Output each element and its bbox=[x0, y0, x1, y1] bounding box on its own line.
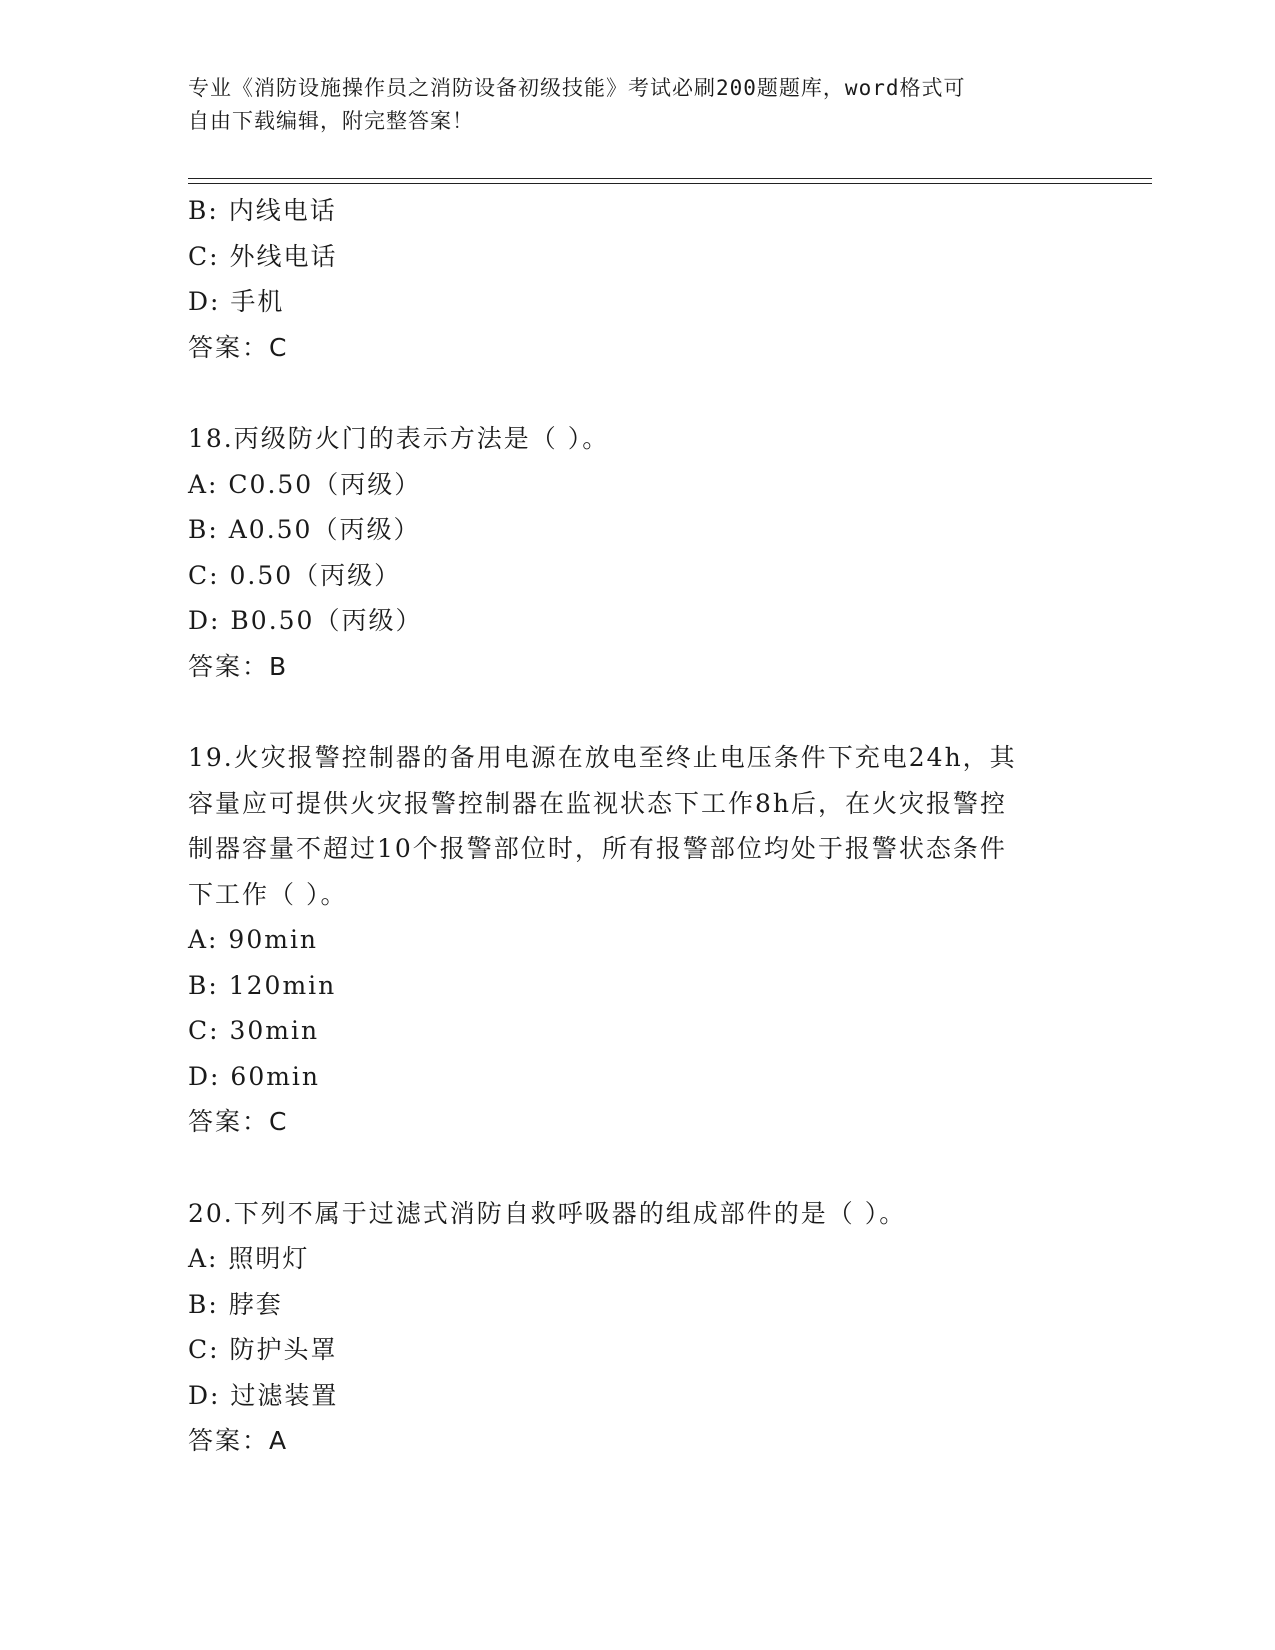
header-rule-top bbox=[188, 178, 1152, 179]
option-d: D: 过滤装置 bbox=[188, 1380, 339, 1410]
question-20 bbox=[188, 1191, 1088, 1464]
question-stem-line-1: 19.火灾报警控制器的备用电源在放电至终止电压条件下充电24h，其 bbox=[188, 743, 1017, 772]
question-content bbox=[188, 188, 1088, 1464]
option-b: B: 内线电话 bbox=[188, 196, 337, 225]
option-b: B: 120min bbox=[188, 970, 337, 1000]
answer-line: 答案：B bbox=[188, 651, 289, 681]
option-c: C: 0.50（丙级） bbox=[188, 560, 402, 590]
question-17-tail bbox=[188, 188, 1088, 370]
header-rule-bottom bbox=[188, 183, 1152, 184]
question-19 bbox=[188, 735, 1088, 1145]
question-stem: 18.丙级防火门的表示方法是（ ）。 bbox=[188, 424, 610, 453]
header-line-1: 专业《消防设施操作员之消防设备初级技能》考试必刷200题题库，word格式可 bbox=[188, 76, 966, 100]
question-18 bbox=[188, 416, 1088, 689]
option-b: B: 脖套 bbox=[188, 1289, 283, 1319]
question-stem-line-3: 制器容量不超过10个报警部位时，所有报警部位均处于报警状态条件 bbox=[188, 834, 1007, 863]
option-a: A: C0.50（丙级） bbox=[188, 469, 422, 499]
header-line-2: 自由下载编辑，附完整答案！ bbox=[188, 109, 474, 133]
option-c: C: 30min bbox=[188, 1016, 320, 1045]
option-c: C: 防护头罩 bbox=[188, 1335, 338, 1364]
option-c: C: 外线电话 bbox=[188, 241, 338, 271]
answer-line: 答案：C bbox=[188, 1107, 289, 1136]
document-header bbox=[188, 72, 1088, 138]
option-b: B: A0.50（丙级） bbox=[188, 515, 421, 544]
option-d: D: B0.50（丙级） bbox=[188, 606, 423, 635]
question-stem-line-4: 下工作（ ）。 bbox=[188, 879, 348, 909]
option-d: D: 60min bbox=[188, 1061, 321, 1091]
answer-line: 答案：C bbox=[188, 332, 289, 362]
question-stem-line-2: 容量应可提供火灾报警控制器在监视状态下工作8h后，在火灾报警控 bbox=[188, 788, 1008, 818]
option-a: A: 照明灯 bbox=[188, 1244, 310, 1273]
answer-line: 答案：A bbox=[188, 1426, 289, 1455]
question-stem: 20.下列不属于过滤式消防自救呼吸器的组成部件的是（ ）。 bbox=[188, 1198, 907, 1228]
option-d: D: 手机 bbox=[188, 287, 285, 316]
option-a: A: 90min bbox=[188, 925, 319, 954]
